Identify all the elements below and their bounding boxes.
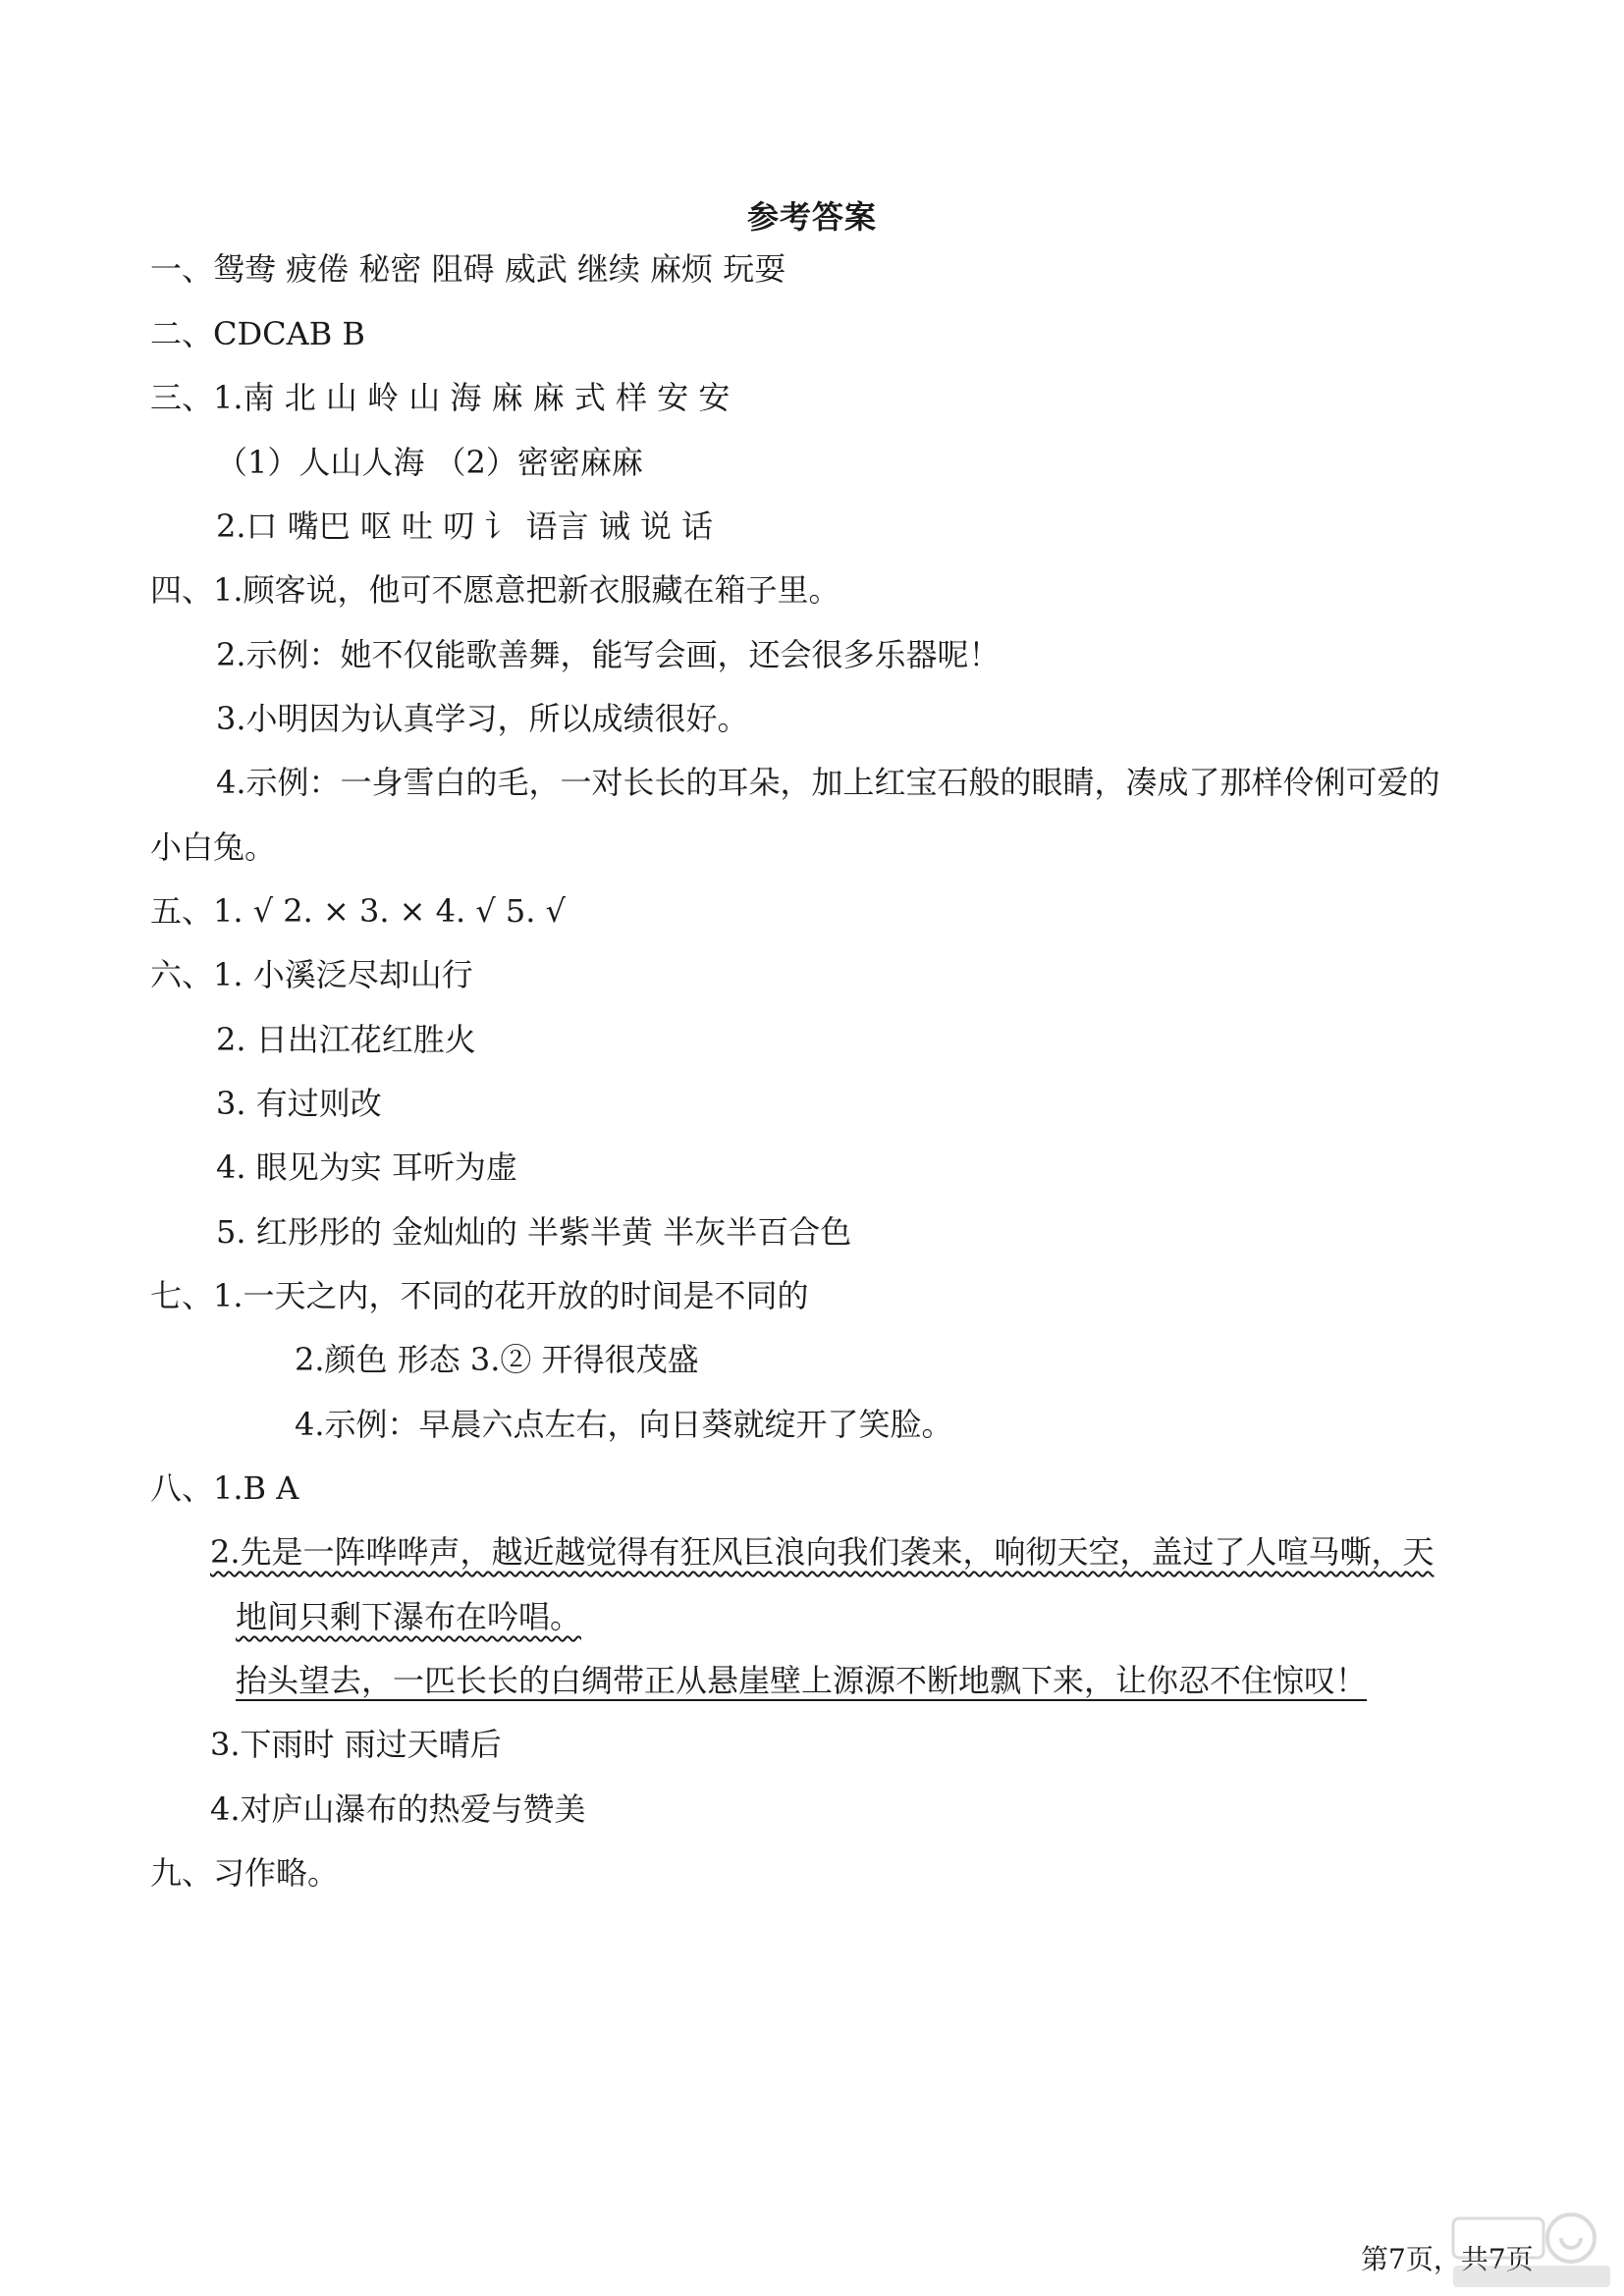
- answer-section-3-item-1: 三、1.南 北 山 岭 山 海 麻 麻 式 样 安 安: [150, 379, 731, 416]
- answer-section-8-item-3: 3.下雨时 雨过天晴后: [210, 1726, 502, 1763]
- answer-section-5: 五、1. √ 2. × 3. × 4. √ 5. √: [150, 892, 567, 930]
- answer-section-8-item-2-line-3: 抬头望去，一匹长长的白绸带正从悬崖壁上源源不断地飘下来，让你忍不住惊叹！: [236, 1662, 1368, 1699]
- page-title: 参考答案: [746, 198, 877, 236]
- answer-section-6-item-3: 3. 有过则改: [216, 1085, 382, 1122]
- answer-section-4-item-4: 4.示例：一身雪白的毛，一对长长的耳朵，加上红宝石般的眼睛，凑成了那样伶俐可爱的: [216, 764, 1440, 801]
- answer-section-8-item-2-line-2: 地间只剩下瀑布在吟唱。: [236, 1598, 582, 1635]
- answer-section-6-item-4: 4. 眼见为实 耳听为虚: [216, 1148, 517, 1186]
- answer-section-3-item-1-sub: （1）人山人海 （2）密密麻麻: [216, 444, 643, 481]
- answer-section-9: 九、习作略。: [150, 1854, 340, 1892]
- watermark-logo: [1443, 2205, 1620, 2293]
- page-number: 第7页，共7页: [1361, 2243, 1534, 2275]
- answer-section-3-item-2: 2.口 嘴巴 呕 吐 叨 讠 语言 诫 说 话: [216, 507, 714, 545]
- answer-section-4-item-1: 四、1.顾客说，他可不愿意把新衣服藏在箱子里。: [150, 571, 840, 609]
- answer-section-4-item-3: 3.小明因为认真学习，所以成绩很好。: [216, 700, 749, 737]
- answer-section-2: 二、CDCAB B: [150, 315, 365, 352]
- answer-section-1: 一、鸳鸯 疲倦 秘密 阻碍 威武 继续 麻烦 玩耍: [150, 250, 786, 288]
- answer-section-8-item-2-line-1: 2.先是一阵哗哗声，越近越觉得有狂风巨浪向我们袭来，响彻天空，盖过了人喧马嘶，天: [210, 1533, 1435, 1571]
- answer-section-4-item-2: 2.示例：她不仅能歌善舞，能写会画，还会很多乐器呢！: [216, 636, 1001, 673]
- answer-section-6-item-5: 5. 红彤彤的 金灿灿的 半紫半黄 半灰半百合色: [216, 1213, 852, 1251]
- answer-section-8-item-4: 4.对庐山瀑布的热爱与赞美: [210, 1790, 586, 1828]
- answer-section-6-item-2: 2. 日出江花红胜火: [216, 1021, 476, 1058]
- answer-section-7-item-4: 4.示例：早晨六点左右，向日葵就绽开了笑脸。: [295, 1406, 953, 1443]
- answer-section-8-item-1: 八、1.B A: [150, 1469, 299, 1507]
- answer-section-7-item-2: 2.颜色 形态 3.② 开得很茂盛: [295, 1341, 699, 1378]
- answer-section-6-item-1: 六、1. 小溪泛尽却山行: [150, 956, 473, 993]
- answer-section-7-item-1: 七、1.一天之内，不同的花开放的时间是不同的: [150, 1277, 809, 1314]
- answer-section-4-item-4-cont: 小白兔。: [150, 828, 277, 866]
